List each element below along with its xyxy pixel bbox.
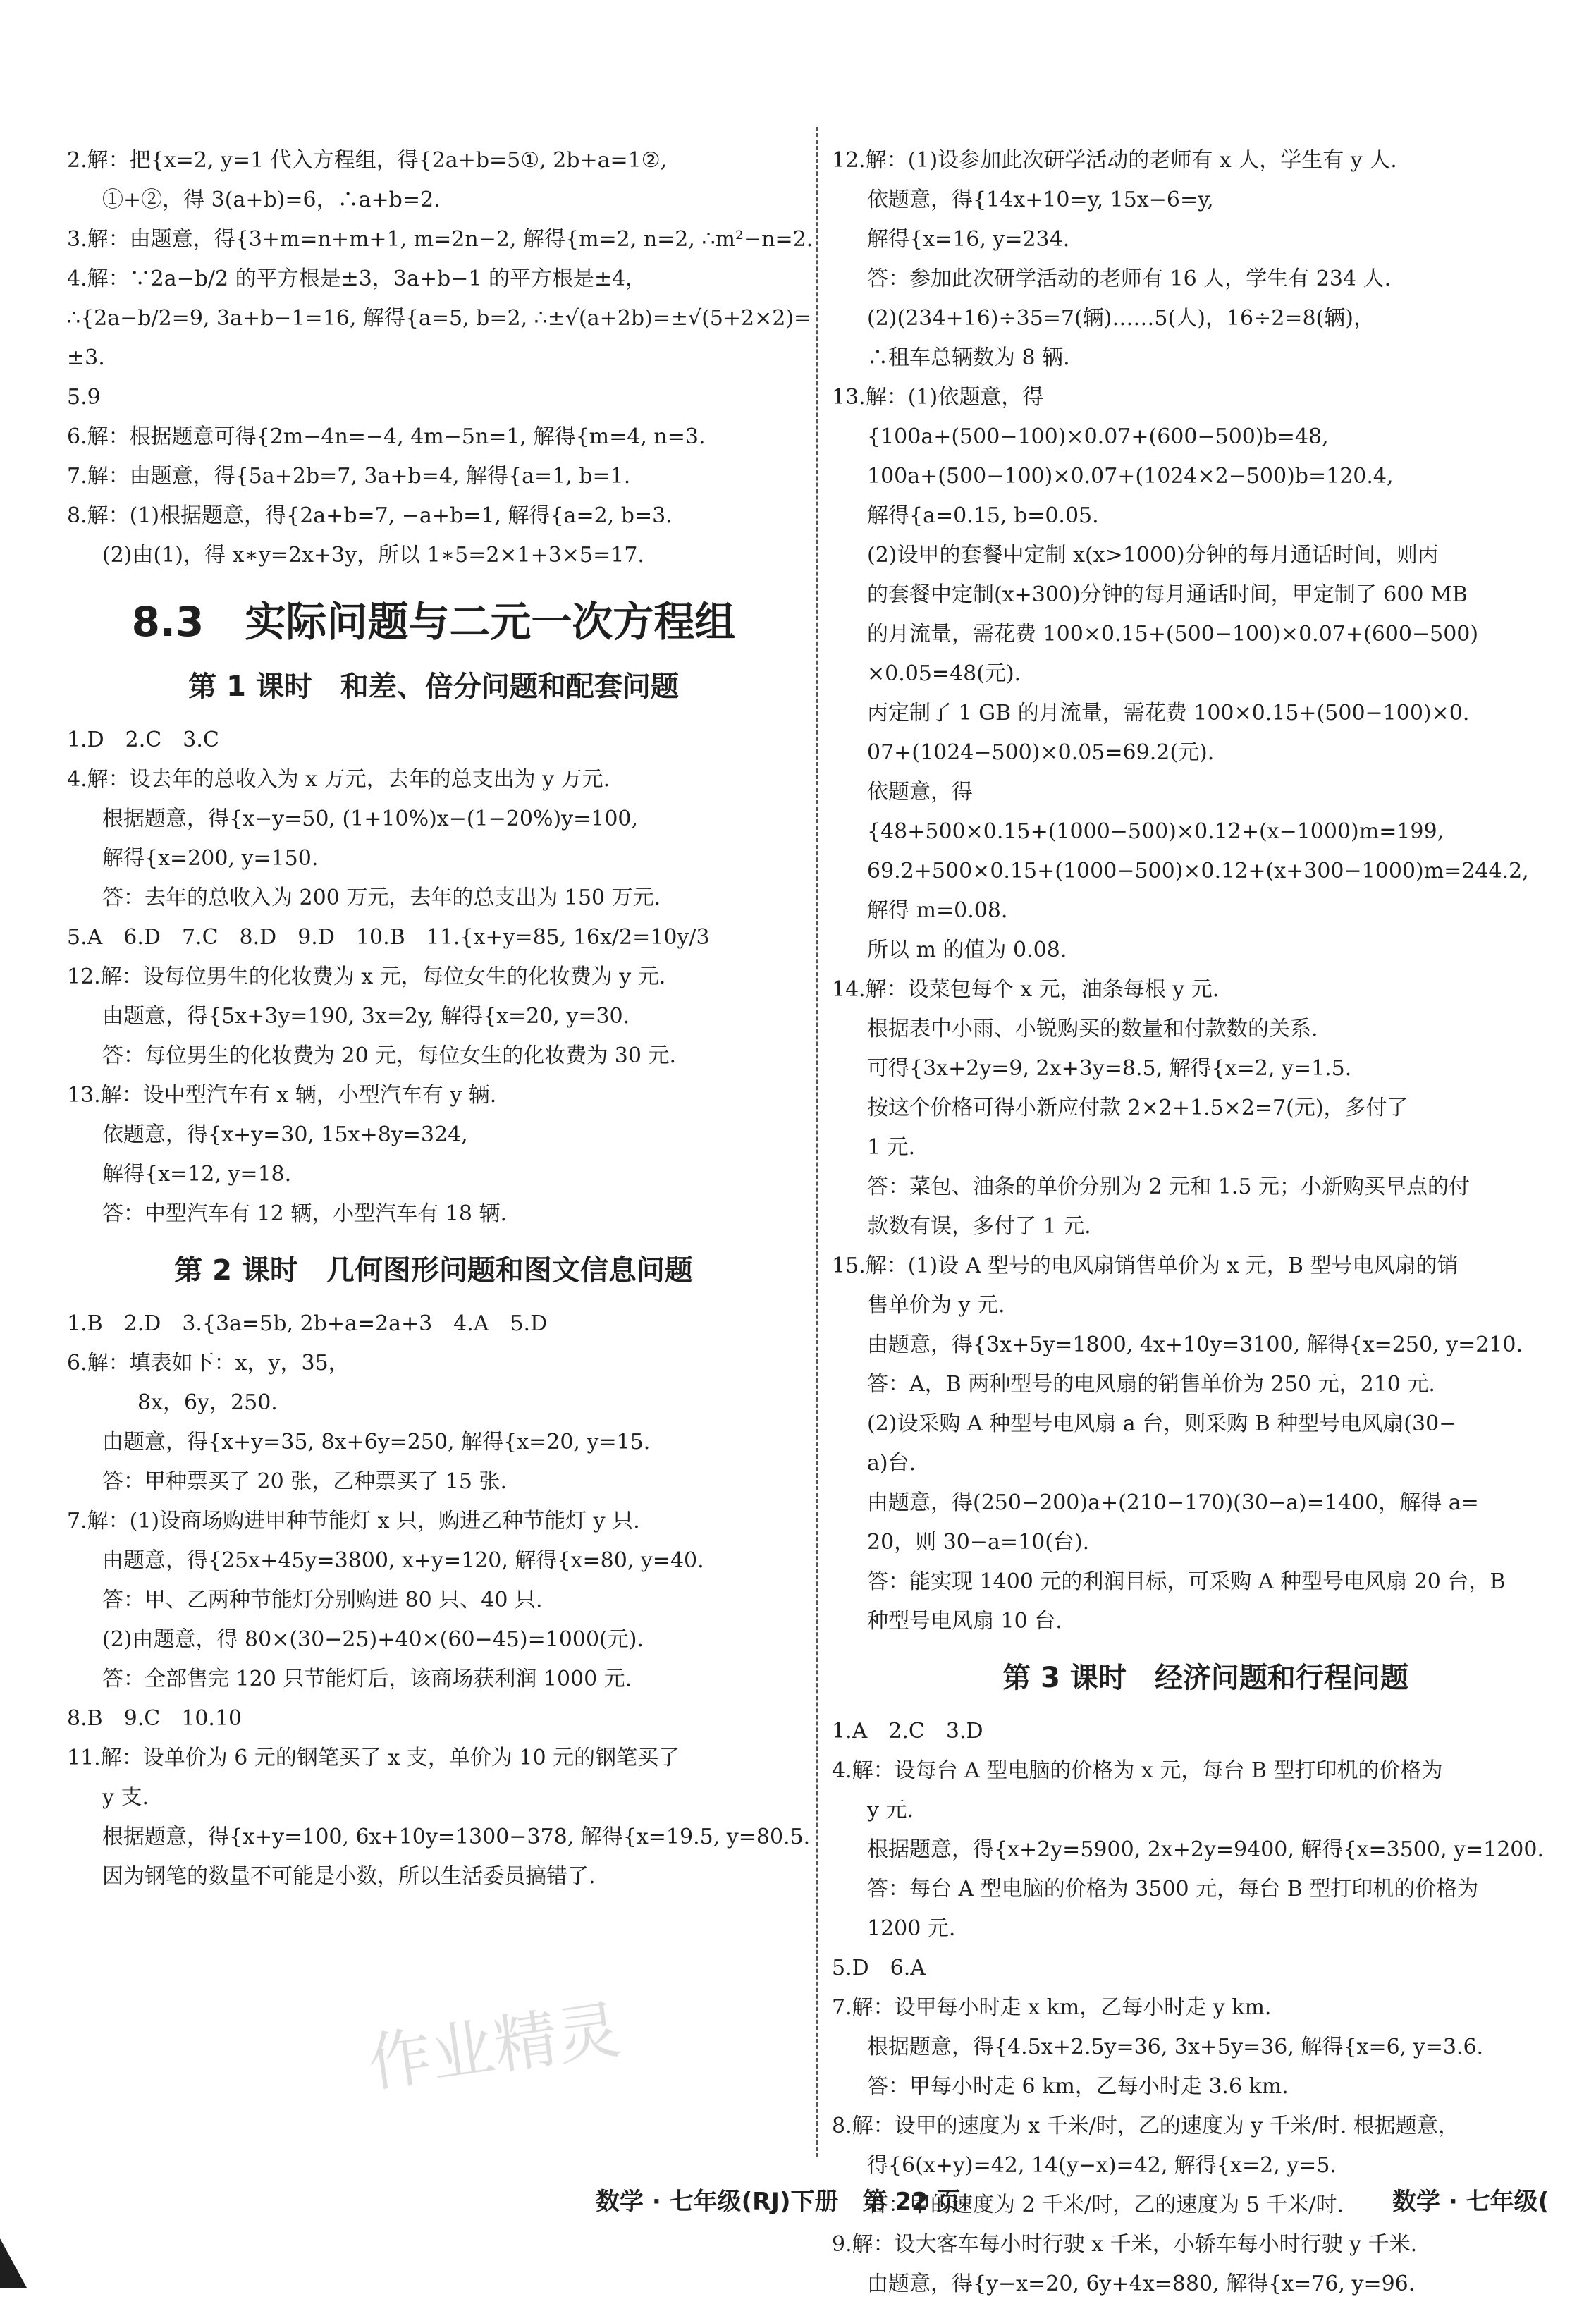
answer-line: 7.解：由题意，得{5a+2b=7, 3a+b=4, 解得{a=1, b=1. [67, 464, 631, 489]
answer-line: 8.解：设甲的速度为 x 千米/时，乙的速度为 y 千米/时. 根据题意， [832, 2114, 1459, 2138]
answer-line: ±3. [67, 345, 105, 370]
page-footer-right: 数学 · 七年级( [1392, 2188, 1549, 2216]
lesson-1-answers [67, 721, 800, 1234]
answer-line: 所以 m 的值为 0.08. [867, 938, 1067, 962]
answer-line: 4.解：∵2a−b/2 的平方根是±3，3a+b−1 的平方根是±4， [67, 266, 647, 291]
answer-line: 11.解：设单价为 6 元的钢笔买了 x 支，单价为 10 元的钢笔买了 [67, 1746, 680, 1770]
answer-line: 13.解：设中型汽车有 x 辆，小型汽车有 y 辆. [67, 1083, 497, 1108]
answer-line: 答：菜包、油条的单价分别为 2 元和 1.5 元；小新购买早点的付 [867, 1175, 1470, 1199]
answer-line: ∴{2a−b/2=9, 3a+b−1=16, 解得{a=5, b=2, ∴±√(a+2b)=±√(5+2×2)= [67, 306, 812, 331]
answer-line: 1.D 2.C 3.C [67, 728, 219, 752]
answer-line: 售单价为 y 元. [867, 1293, 1005, 1318]
answer-line: 丙定制了 1 GB 的月流量，需花费 100×0.15+(500−100)×0. [867, 701, 1470, 725]
answer-line: 8.B 9.C 10.10 [67, 1706, 243, 1731]
answer-line: 由题意，得{3x+5y=1800, 4x+10y=3100, 解得{x=250, y=210. [867, 1332, 1523, 1357]
answer-line: y 支. [102, 1785, 149, 1810]
answer-line: 4.解：设去年的总收入为 x 万元，去年的总支出为 y 万元. [67, 767, 610, 792]
answer-line: 5.A 6.D 7.C 8.D 9.D 10.B 11.{x+y=85, 16x/2=10y/3 [67, 925, 710, 950]
left-block-1 [67, 141, 814, 575]
answer-line: 答：每位男生的化妆费为 20 元，每位女生的化妆费为 30 元. [102, 1043, 677, 1068]
answer-line: 2.解：把{x=2, y=1 代入方程组，得{2a+b=5①, 2b+a=1②, [67, 148, 668, 173]
answer-line: ×0.05=48(元). [867, 661, 1021, 686]
answer-line: 解得{x=16, y=234. [867, 227, 1070, 252]
answer-line: 依题意，得{x+y=30, 15x+8y=324, [102, 1122, 468, 1147]
answer-line: a)台. [867, 1451, 916, 1476]
answer-line: (2)(234+16)÷35=7(辆)……5(人)，16÷2=8(辆)， [867, 306, 1375, 331]
answer-line: 由题意，得{y−x=20, 6y+4x=880, 解得{x=76, y=96. [867, 2272, 1416, 2296]
answer-line: (2)由题意，得 80×(30−25)+40×(60−45)=1000(元). [102, 1627, 644, 1652]
left-column [67, 141, 814, 1896]
answer-line: 答：甲、乙两种节能灯分别购进 80 只、40 只. [102, 1588, 543, 1612]
lesson-3-title: 第 3 课时 经济问题和行程问题 [1002, 1662, 1408, 1694]
answer-line: 15.解：(1)设 A 型号的电风扇销售单价为 x 元，B 型号电风扇的销 [832, 1254, 1459, 1278]
lesson-2-title: 第 2 课时 几何图形问题和图文信息问题 [174, 1254, 693, 1287]
answer-line: 答：甲每小时走 6 km，乙每小时走 3.6 km. [867, 2074, 1289, 2099]
page-footer-left: 数学 · 七年级(RJ)下册 第 22 页 [596, 2188, 961, 2216]
answer-line: 款数有误，多付了 1 元. [867, 1214, 1091, 1239]
answer-line: 由题意，得{x+y=35, 8x+6y=250, 解得{x=20, y=15. [102, 1430, 651, 1454]
answer-line: 答：甲种票买了 20 张，乙种票买了 15 张. [102, 1469, 508, 1494]
answer-line: 因为钢笔的数量不可能是小数，所以生活委员搞错了. [102, 1864, 596, 1889]
answer-line: {48+500×0.15+(1000−500)×0.12+(x−1000)m=199, [867, 819, 1444, 844]
answer-line: 20，则 30−a=10(台). [867, 1530, 1090, 1555]
answer-line: (2)由(1)，得 x∗y=2x+3y，所以 1∗5=2×1+3×5=17. [102, 543, 644, 568]
answer-line: 由题意，得(250−200)a+(210−170)(30−a)=1400，解得 a= [867, 1490, 1479, 1515]
answer-line: 答：全部售完 120 只节能灯后，该商场获利润 1000 元. [102, 1667, 632, 1691]
answer-line: 按这个价格可得小新应付款 2×2+1.5×2=7(元)，多付了 [867, 1096, 1408, 1120]
answer-line: 6.解：根据题意可得{2m−4n=−4, 4m−5n=1, 解得{m=4, n=3. [67, 424, 706, 449]
answer-line: ①+②，得 3(a+b)=6，∴a+b=2. [102, 188, 441, 212]
column-divider [816, 127, 818, 2157]
answer-line: 根据题意，得{4.5x+2.5y=36, 3x+5y=36, 解得{x=6, y=3.6. [867, 2035, 1484, 2059]
answer-line: 由题意，得{25x+45y=3800, x+y=120, 解得{x=80, y=40. [102, 1548, 704, 1573]
answer-line: 解得{x=200, y=150. [102, 846, 319, 871]
answer-line: 答：中型汽车有 12 辆，小型汽车有 18 辆. [102, 1201, 508, 1226]
answer-line: 由题意，得{5x+3y=190, 3x=2y, 解得{x=20, y=30. [102, 1004, 630, 1029]
answer-line: 答：每台 A 型电脑的价格为 3500 元，每台 B 型打印机的价格为 [867, 1877, 1479, 1901]
answer-line: 依题意，得 [867, 780, 973, 804]
lesson-2-answers [67, 1304, 811, 1896]
right-column [832, 141, 1579, 2304]
answer-line: 1200 元. [867, 1916, 956, 1941]
corner-mark [0, 2238, 27, 2288]
right-block-1 [832, 141, 1579, 1641]
answer-line: 6.解：填表如下：x，y，35， [67, 1351, 350, 1375]
answer-line: 的月流量，需花费 100×0.15+(500−100)×0.07+(600−500) [867, 622, 1479, 647]
answer-line: 12.解：设每位男生的化妆费为 x 元，每位女生的化妆费为 y 元. [67, 964, 666, 989]
answer-line: (2)设采购 A 种型号电风扇 a 台，则采购 B 种型号电风扇(30− [867, 1411, 1457, 1436]
lesson-1-title: 第 1 课时 和差、倍分问题和配套问题 [188, 670, 679, 703]
answer-line: 100a+(500−100)×0.07+(1024×2−500)b=120.4, [867, 464, 1394, 489]
answer-line: {100a+(500−100)×0.07+(600−500)b=48, [867, 424, 1329, 449]
answer-line: 种型号电风扇 10 台. [867, 1609, 1062, 1634]
answer-line: 解得{x=12, y=18. [102, 1162, 292, 1187]
section-title: 8.3 实际问题与二元一次方程组 [131, 598, 736, 646]
watermark: 作业精灵 [363, 1992, 625, 2102]
answer-line: 8.解：(1)根据题意，得{2a+b=7, −a+b=1, 解得{a=2, b=3. [67, 503, 673, 528]
answer-line: 的套餐中定制(x+300)分钟的每月通话时间，甲定制了 600 MB [867, 582, 1468, 607]
answer-line: 1.A 2.C 3.D [832, 1719, 983, 1744]
answer-line: 3.解：由题意，得{3+m=n+m+1, m=2n−2, 解得{m=2, n=2, ∴m²−n=2. [67, 227, 814, 252]
answer-line: 得{6(x+y)=42, 14(y−x)=42, 解得{x=2, y=5. [867, 2153, 1337, 2178]
answer-line: 解得 m=0.08. [867, 898, 1008, 923]
answer-line: 答：甲的速度为 2 千米/时，乙的速度为 5 千米/时. [867, 2193, 1344, 2217]
answer-line: 5.9 [67, 385, 101, 410]
answer-line: 8x，6y，250. [137, 1390, 278, 1415]
answer-line: 根据题意，得{x−y=50, (1+10%)x−(1−20%)y=100, [102, 807, 639, 831]
answer-line: ∴租车总辆数为 8 辆. [867, 345, 1070, 370]
answer-line: 07+(1024−500)×0.05=69.2(元). [867, 740, 1215, 765]
answer-line: 5.D 6.A [832, 1956, 926, 1980]
answer-line: 4.解：设每台 A 型电脑的价格为 x 元，每台 B 型打印机的价格为 [832, 1758, 1443, 1783]
answer-line: 1 元. [867, 1135, 916, 1160]
answer-line: 根据题意，得{x+y=100, 6x+10y=1300−378, 解得{x=19.5, y=80.5. [102, 1825, 811, 1849]
answer-line: 依题意，得{14x+10=y, 15x−6=y, [867, 188, 1214, 212]
answer-line: 根据表中小雨、小锐购买的数量和付款数的关系. [867, 1017, 1318, 1041]
answer-line: 9.解：设大客车每小时行驶 x 千米，小轿车每小时行驶 y 千米. [832, 2232, 1418, 2257]
answer-line: 7.解：(1)设商场购进甲种节能灯 x 只，购进乙种节能灯 y 只. [67, 1509, 640, 1533]
answer-line: 答：去年的总收入为 200 万元，去年的总支出为 150 万元. [102, 886, 661, 910]
answer-line: 14.解：设菜包每个 x 元，油条每根 y 元. [832, 977, 1220, 1002]
answer-line: 答：参加此次研学活动的老师有 16 人，学生有 234 人. [867, 266, 1392, 291]
answer-line: 7.解：设甲每小时走 x km，乙每小时走 y km. [832, 1995, 1272, 2020]
answer-line: 13.解：(1)依题意，得 [832, 385, 1044, 410]
answer-line: 1.B 2.D 3.{3a=5b, 2b+a=2a+3 4.A 5.D [67, 1311, 548, 1336]
answer-line: 69.2+500×0.15+(1000−500)×0.12+(x+300−1000)m=244.2, [867, 859, 1529, 883]
answer-line: 根据题意，得{x+2y=5900, 2x+2y=9400, 解得{x=3500, y=1200. [867, 1837, 1544, 1862]
answer-line: 12.解：(1)设参加此次研学活动的老师有 x 人，学生有 y 人. [832, 148, 1397, 173]
answer-line: y 元. [867, 1798, 914, 1822]
answer-line: (2)设甲的套餐中定制 x(x>1000)分钟的每月通话时间，则丙 [867, 543, 1439, 568]
answer-line: 答：A，B 两种型号的电风扇的销售单价为 250 元，210 元. [867, 1372, 1435, 1397]
answer-line: 解得{a=0.15, b=0.05. [867, 503, 1099, 528]
answer-line: 答：能实现 1400 元的利润目标，可采购 A 种型号电风扇 20 台，B [867, 1569, 1506, 1594]
answer-line: 可得{3x+2y=9, 2x+3y=8.5, 解得{x=2, y=1.5. [867, 1056, 1352, 1081]
